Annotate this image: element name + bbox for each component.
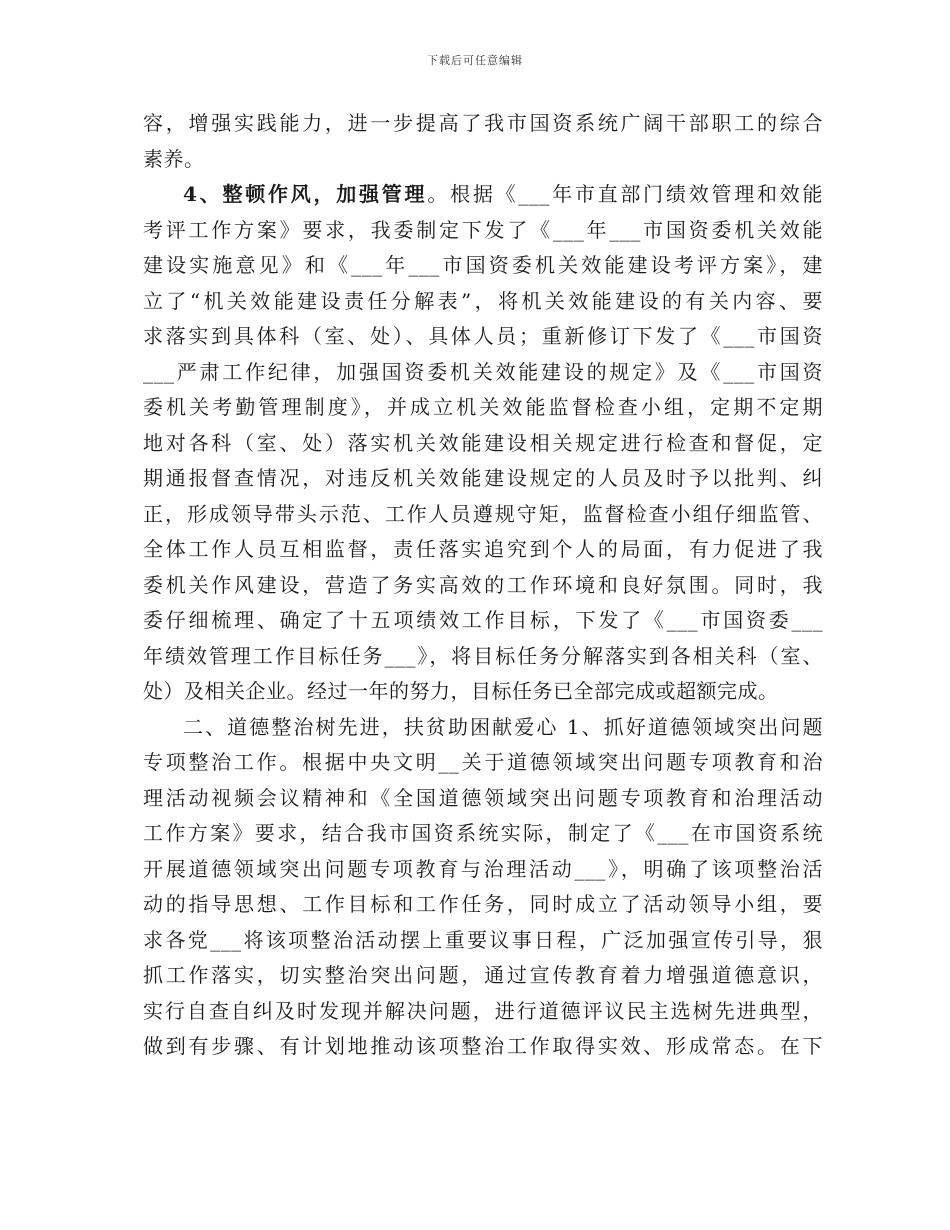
page-header: 下载后可任意编辑	[427, 54, 523, 67]
text-span: 。根据《___年市直部门绩效管理和效能	[427, 182, 824, 206]
text-line: 工作方案》要求，结合我市国资系统实际，制定了《___在市国资系统	[143, 821, 823, 845]
text-line: 二、道德整治树先进，扶贫助困献爱心 1、抓好道德领域突出问题	[183, 714, 823, 739]
text-line: 专项整治工作。根据中央文明__关于道德领域突出问题专项教育和治	[143, 750, 823, 774]
text-line: 立了“机关效能建设责任分解表”，将机关效能建设的有关内容、要	[143, 288, 823, 313]
document-body	[143, 106, 823, 1065]
section-heading: 4、整顿作风，加强管理	[183, 182, 428, 206]
text-line: 处）及相关企业。经过一年的努力，目标任务已全部完成或超额完成。	[143, 679, 779, 703]
text-line: 开展道德领域突出问题专项教育与治理活动___》，明确了该项整治活	[143, 856, 823, 881]
text-line: 动的指导思想、工作目标和工作任务，同时成立了活动领导小组，要	[143, 892, 823, 916]
text-line: 抓工作落实，切实整治突出问题，通过宣传教育着力增强道德意识，	[143, 963, 823, 987]
text-line	[143, 177, 823, 213]
text-line: 理活动视频会议精神和《全国道德领域突出问题专项教育和治理活动	[143, 785, 823, 810]
text-line: 做到有步骤、有计划地推动该项整治工作取得实效、形成常态。在下	[143, 1034, 823, 1058]
text-line: ___严肃工作纪律，加强国资委机关效能建设的规定》及《___市国资	[143, 359, 823, 384]
text-line: 求落实到具体科（室、处）、具体人员；重新修订下发了《___市国资	[143, 324, 823, 348]
text-line: 实行自查自纠及时发现并解决问题，进行道德评议民主选树先进典型，	[143, 998, 823, 1023]
text-line: 全体工作人员互相监督，责任落实追究到个人的局面，有力促进了我	[143, 537, 823, 561]
text-line: 求各党___将该项整治活动摆上重要议事日程，广泛加强宣传引导，狠	[143, 927, 823, 952]
text-line: 地对各科（室、处）落实机关效能建设相关规定进行检查和督促，定	[143, 430, 823, 455]
text-line: 正，形成领导带头示范、工作人员遵规守矩，监督检查小组仔细监管、	[143, 501, 823, 526]
text-line: 容，增强实践能力，进一步提高了我市国资系统广阔干部职工的综合	[143, 111, 823, 135]
text-line: 期通报督查情况，对违反机关效能建设规定的人员及时予以批判、纠	[143, 466, 823, 490]
text-line: 委机关作风建设，营造了务实高效的工作环境和良好氛围。同时，我	[143, 572, 823, 597]
text-line: 素养。	[143, 146, 205, 171]
text-line: 委机关考勤管理制度》，并成立机关效能监督检查小组，定期不定期	[143, 395, 823, 419]
text-line: 建设实施意见》和《___年___市国资委机关效能建设考评方案》，建	[143, 253, 823, 277]
text-line: 考评工作方案》要求，我委制定下发了《___年___市国资委机关效能	[143, 217, 823, 242]
text-line: 委仔细梳理、确定了十五项绩效工作目标，下发了《___市国资委___	[143, 608, 823, 632]
text-line: 年绩效管理工作目标任务___》，将目标任务分解落实到各相关科（室、	[143, 643, 823, 668]
